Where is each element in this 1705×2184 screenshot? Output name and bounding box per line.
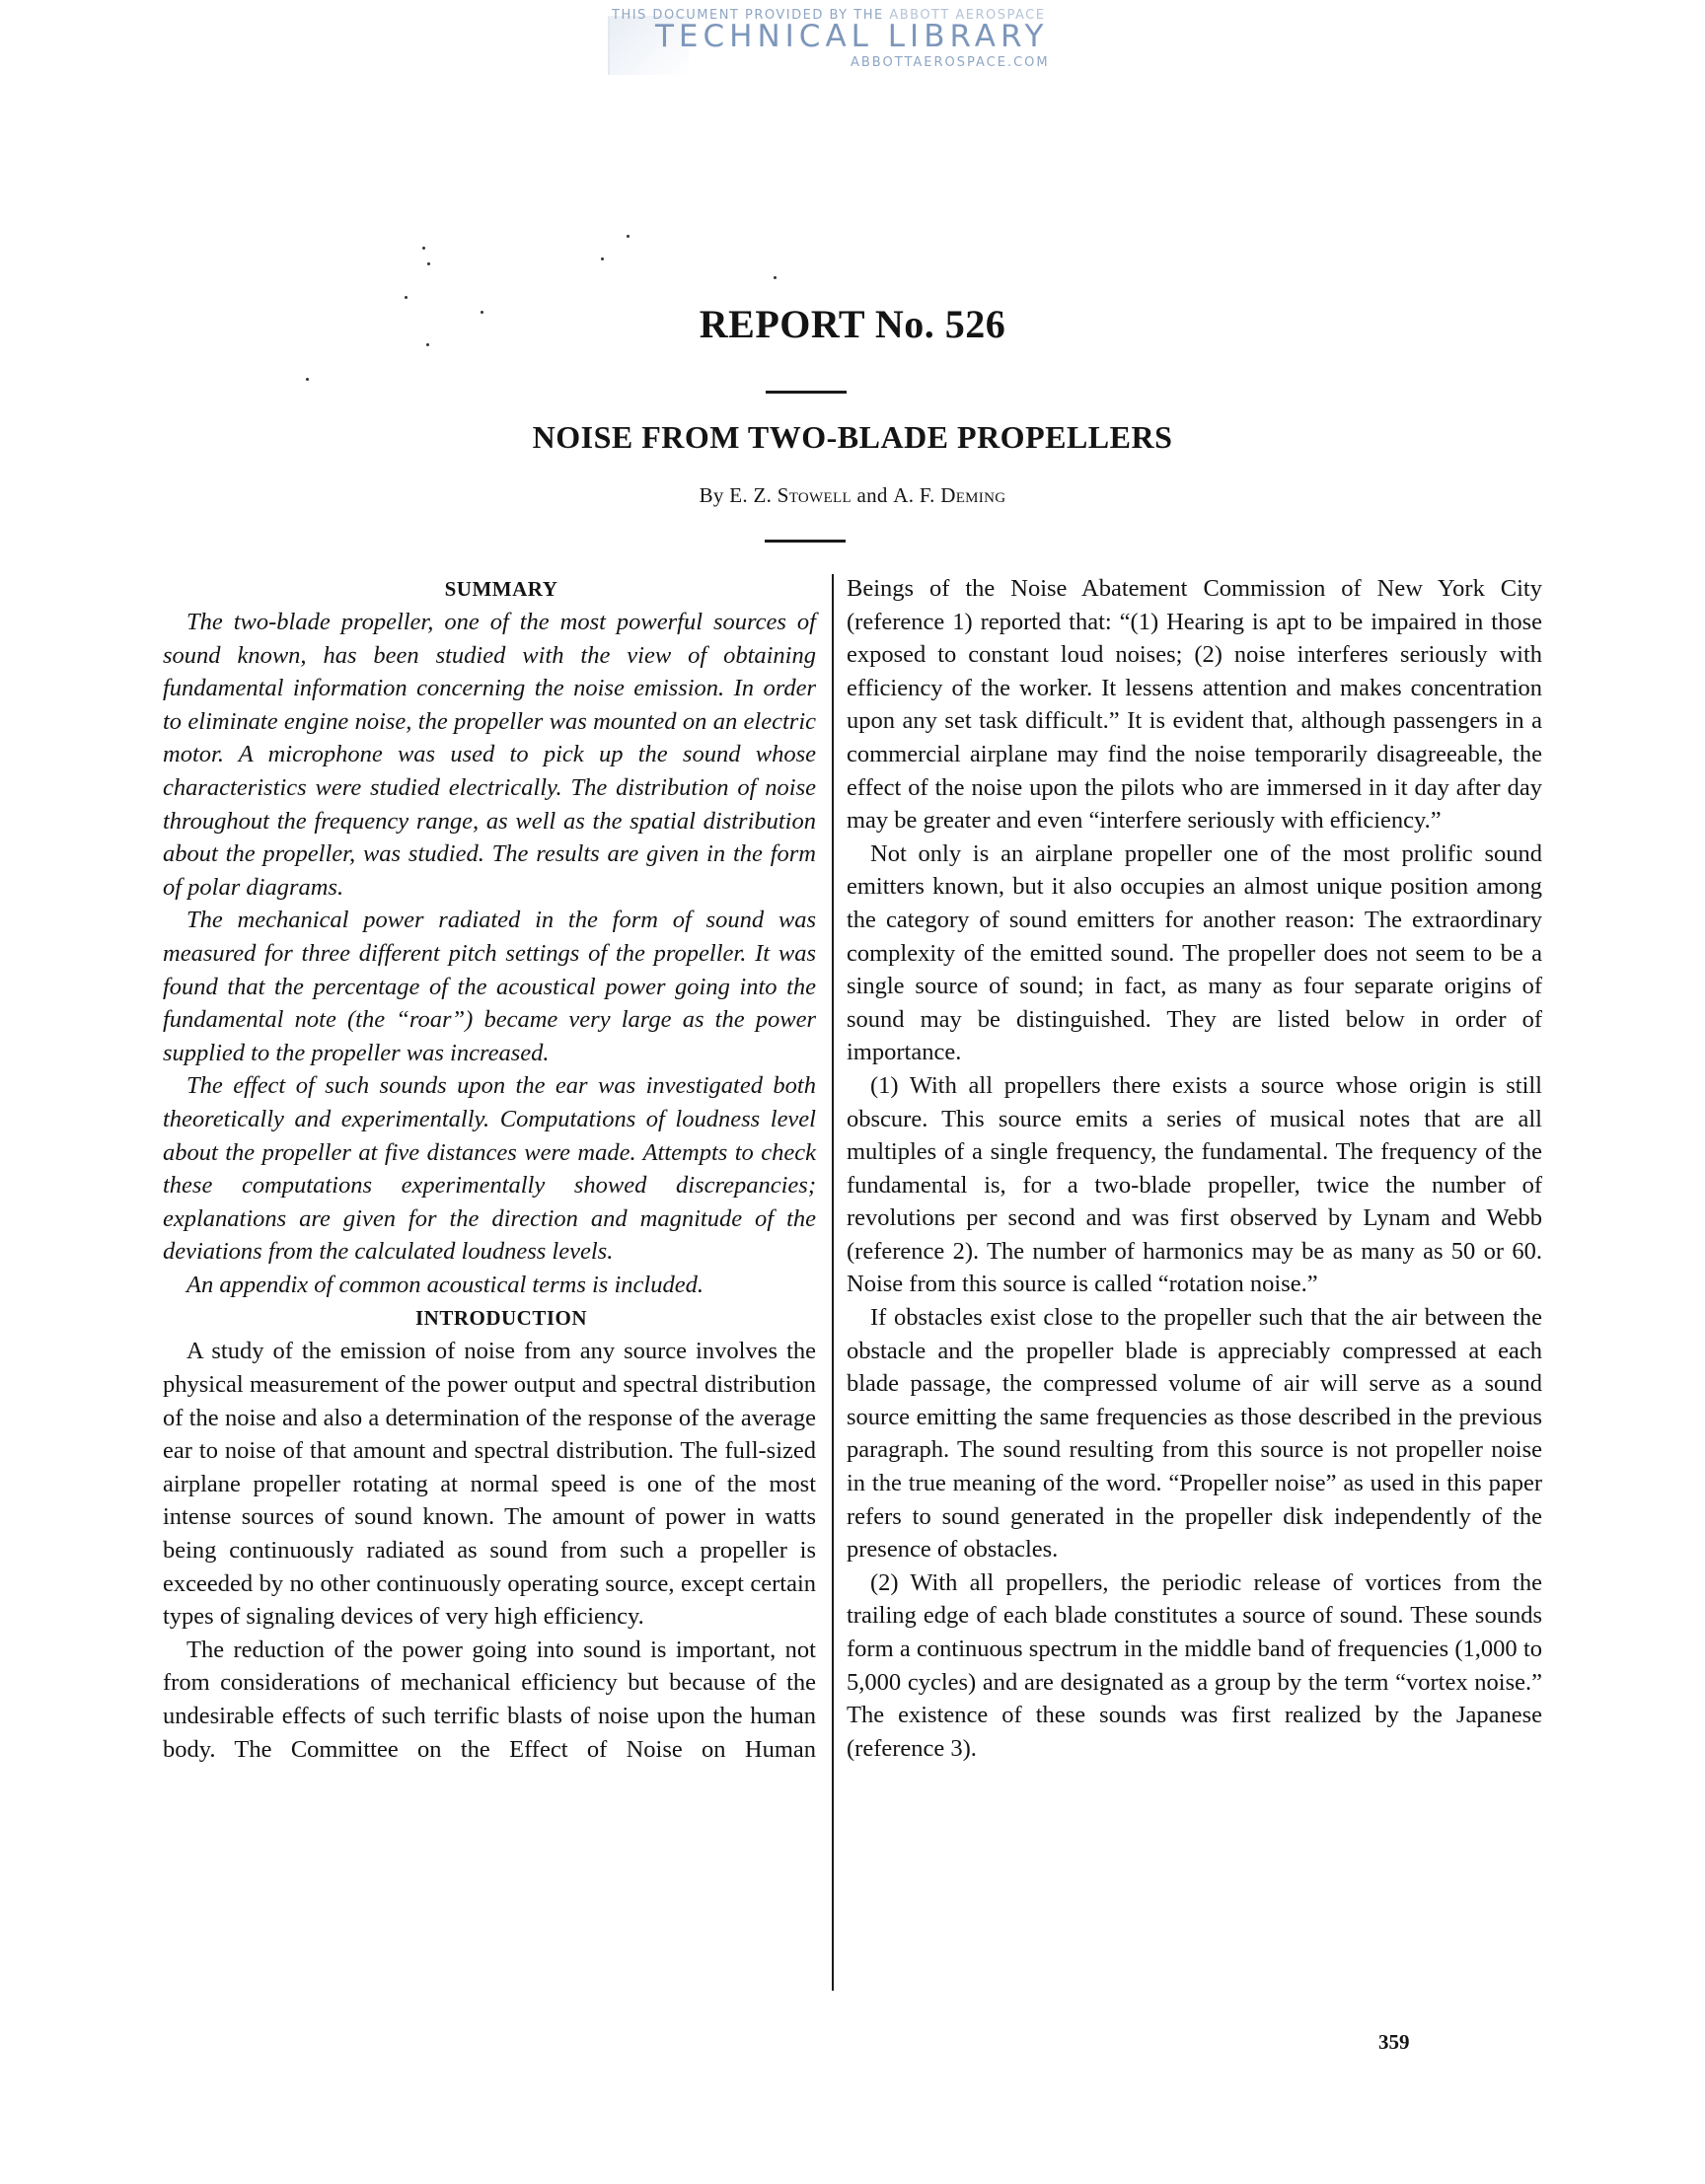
- title-rule-bottom: [765, 540, 846, 543]
- author-name: E. Z. Stowell: [729, 483, 852, 507]
- intro-paragraph: Not only is an airplane propeller one of the most prolific sound emitters known, but it also occupies an almost unique position among the category of sound emitters for another reason: The extraordinary complexity of the emitted sound. The propeller does not seem to be a single source of sound; in fact, as many as four separate origins of sound may be distinguished. They are listed below in order of importance.: [847, 839, 1542, 1066]
- watermark-url: ABBOTTAEROSPACE.COM: [851, 55, 1050, 70]
- author-byline: [0, 483, 1705, 508]
- right-column: [847, 572, 1542, 1765]
- scan-speck: [427, 262, 430, 265]
- watermark-technical-library: TECHNICAL LIBRARY: [655, 19, 1049, 54]
- watermark-abbott: ABBOTT: [889, 8, 950, 23]
- byline-and: and: [856, 483, 888, 507]
- introduction-heading: INTRODUCTION: [414, 1306, 588, 1331]
- watermark-aerospace: AEROSPACE: [955, 8, 1046, 23]
- summary-paragraph: The two-blade propeller, one of the most powerful sources of sound known, has been studied with the view of obtaining fundamental information concerning the noise emission. In order to eliminate engine noise, the propeller was mounted on an electric motor. A microphone was used to pick up the sound whose characteristics were studied electrically. The distribution of noise throughout the frequency range, as well as the spatial distribution about the propeller, was studied. The results are given in the form of polar diagrams.: [163, 609, 816, 901]
- scan-speck: [405, 296, 408, 299]
- intro-paragraph: A study of the emission of noise from any source involves the physical measurement of the power output and spectral distribution of the noise and also a determination of the response of the average ear to noise of that amount and spectral distribution. The full-sized airplane propeller rotating at normal speed is one of the most intense sources of sound known. The amount of power in watts being continuously radiated as sound from such a propeller is exceeded by no other continuously operating source, except certain types of signaling devices of very high efficiency.: [163, 1338, 816, 1631]
- watermark-provided-text: THIS DOCUMENT PROVIDED BY THE: [612, 8, 884, 23]
- summary-heading: SUMMARY: [444, 577, 558, 601]
- intro-paragraph: (2) With all propellers, the periodic release of vortices from the trailing edge of each blade constitutes a source of sound. These sounds form a continuous spectrum in the middle band of frequencies (1,000 to 5,000 cycles) and are designated as a group by the term “vortex noise.” The existence of these sounds was first realized by the Japanese (reference 3).: [847, 1568, 1542, 1762]
- intro-continuation: Beings of the Noise Abatement Commission of New York City (reference 1) reported that: “(1) Hearing is apt to be impaired in those exposed to constant loud noises; (2) noise interferes seriously with efficiency of the worker. It lessens attention and makes concentration upon any set task difficult.” It is evident that, although passengers in a commercial airplane may find the noise temporarily disagreeable, the effect of the noise upon the pilots who are immersed in it day after day may be greater and even “interfere seriously with efficiency.”: [847, 575, 1542, 835]
- scan-speck: [627, 235, 630, 238]
- left-column: [163, 572, 816, 1766]
- summary-body: [163, 606, 816, 1301]
- page-number: 359: [1378, 2030, 1410, 2054]
- scan-speck: [601, 257, 604, 260]
- library-watermark: [604, 4, 1097, 73]
- summary-paragraph: The effect of such sounds upon the ear was investigated both theoretically and experimentally. Computations of loudness level about the propeller at five distances were made. Attempts to check these computations experimentally showed discrepancies; explanations are given for the direction and magnitude of the deviations from the calculated loudness levels.: [163, 1072, 816, 1266]
- intro-paragraph: The reduction of the power going into sound is important, not from considerations of mechanical efficiency but because of the undesirable effects of such terrific blasts of noise upon the human body. The Committee on the Effect of Noise on Human: [163, 1636, 816, 1763]
- column-divider: [832, 574, 834, 1991]
- summary-paragraph: The mechanical power radiated in the form of sound was measured for three different pitch settings of the propeller. It was found that the percentage of the acoustical power going into the fundamental note (the “roar”) became very large as the power supplied to the propeller was increased.: [163, 907, 816, 1066]
- scan-speck: [306, 378, 309, 381]
- report-number: REPORT No. 526: [699, 302, 1006, 346]
- scan-speck: [774, 276, 777, 279]
- byline-prefix: By: [699, 483, 724, 507]
- paper-title: NOISE FROM TWO-BLADE PROPELLERS: [532, 419, 1173, 455]
- scan-speck: [422, 247, 425, 250]
- intro-paragraph: (1) With all propellers there exists a source whose origin is still obscure. This source emits a series of musical notes that are all multiples of a single frequency, the fundamental. The frequency of the fundamental is, for a two-blade propeller, twice the number of revolutions per second and was first observed by Lynam and Webb (reference 2). The number of harmonics may be as many as 50 or 60. Noise from this source is called “rotation noise.”: [847, 1071, 1542, 1298]
- summary-paragraph: An appendix of common acoustical terms is included.: [186, 1271, 704, 1298]
- title-rule-top: [766, 391, 847, 394]
- intro-paragraph: If obstacles exist close to the propeller such that the air between the obstacle and the propeller blade is appreciably compressed at each blade passage, the compressed volume of air will serve as a sound source emitting the same frequencies as those described in the previous paragraph. The sound resulting from this source is not propeller noise in the true meaning of the word. “Propeller noise” as used in this paper refers to sound generated in the propeller disk independently of the presence of obstacles.: [847, 1304, 1542, 1564]
- author-name: A. F. Deming: [893, 483, 1006, 507]
